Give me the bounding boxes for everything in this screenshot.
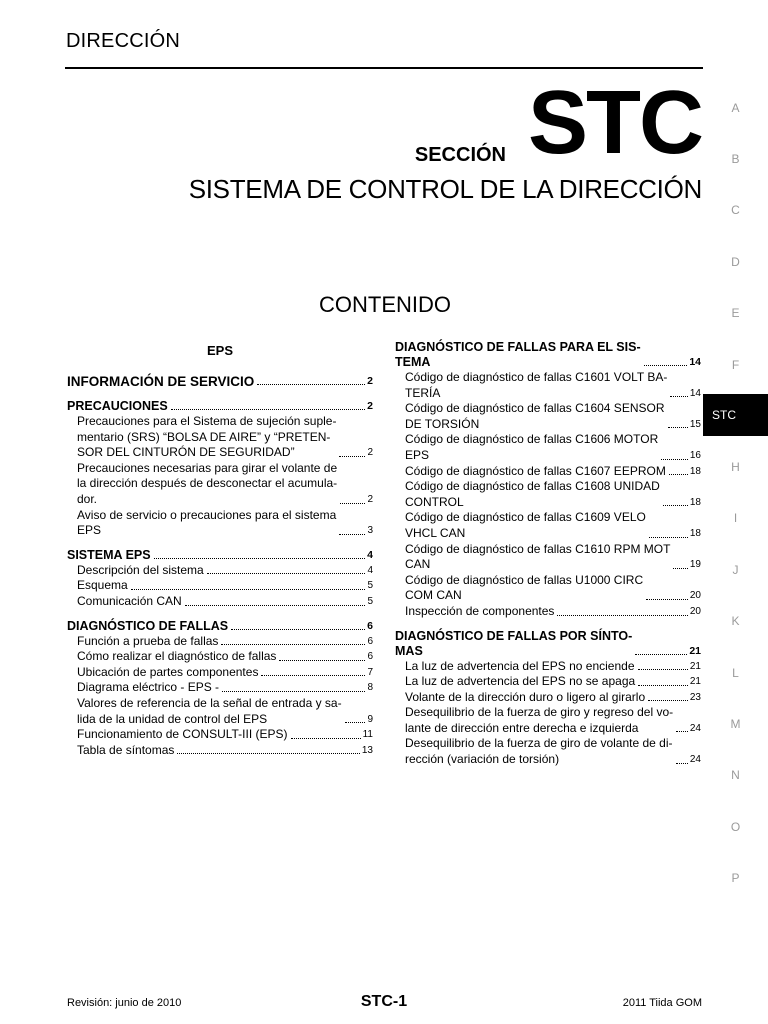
toc-page-number: 18 (689, 496, 701, 508)
toc-page-number: 11 (362, 729, 373, 741)
toc-page-number: 21 (689, 676, 701, 688)
dot-leader (340, 503, 365, 504)
toc-page-number: 2 (367, 400, 373, 412)
dot-leader (207, 573, 366, 574)
toc-section (67, 374, 373, 389)
toc-entry-title: Código de diagnóstico de fallas C1609 VELO VHCL CAN (405, 510, 646, 540)
toc-entry-title: Cómo realizar el diagnóstico de fallas (77, 649, 277, 664)
dot-leader (676, 731, 688, 732)
toc-entry[interactable] (67, 461, 373, 508)
section-tab-o[interactable]: O (730, 819, 741, 834)
dot-leader (345, 722, 366, 723)
toc-entry[interactable] (395, 674, 701, 690)
section-tab-b[interactable]: B (731, 152, 740, 167)
toc-page-number: 2 (367, 447, 373, 459)
dot-leader (261, 675, 365, 676)
toc-page-number: 23 (689, 691, 701, 703)
toc-entry-title: Comunicación CAN (77, 593, 182, 608)
dot-leader (646, 599, 688, 600)
dot-leader (222, 691, 365, 692)
contents-title: CONTENIDO (319, 292, 451, 317)
section-tab-k[interactable]: K (731, 614, 740, 629)
toc-entry[interactable] (67, 665, 373, 681)
toc-page-number: 24 (689, 754, 701, 766)
toc-entry[interactable] (67, 696, 373, 727)
dot-leader (638, 669, 688, 670)
toc-section-title: DIAGNÓSTICO DE FALLAS (67, 618, 229, 633)
toc-page-number: 19 (689, 559, 701, 571)
toc-section-heading[interactable] (67, 619, 373, 634)
section-tab-d[interactable]: D (731, 254, 740, 269)
toc-section (67, 619, 373, 759)
toc-section-heading[interactable] (67, 374, 373, 389)
toc-page-number: 21 (689, 644, 701, 657)
toc-entry[interactable] (395, 573, 701, 604)
toc-entry[interactable] (67, 743, 373, 759)
toc-page-number: 7 (367, 666, 373, 678)
dot-leader (221, 644, 365, 645)
toc-page-number: 6 (367, 635, 373, 647)
footer-model: 2011 Tiida GOM (622, 997, 702, 1009)
toc-entry[interactable] (67, 634, 373, 650)
toc-entry-title: Funcionamiento de CONSULT-III (EPS) (77, 727, 288, 742)
toc-page-number: 20 (689, 590, 701, 602)
toc-page-number: 6 (367, 619, 373, 632)
toc-entry[interactable] (395, 401, 701, 432)
dot-leader (638, 685, 688, 686)
section-tab-h[interactable]: H (731, 460, 740, 475)
section-tab-strip (703, 82, 768, 904)
dot-leader (257, 384, 365, 385)
toc-section-heading[interactable] (395, 340, 701, 370)
toc-section-title: SISTEMA EPS (67, 547, 151, 562)
toc-left-sections (67, 374, 373, 758)
toc-entry-title: Desequilibrio de la fuerza de giro de volante de di- rección (variación de torsión) (405, 736, 673, 767)
toc-entry[interactable] (67, 508, 373, 539)
toc-page-number: 2 (367, 375, 373, 387)
toc-section-title: DIAGNÓSTICO DE FALLAS PARA EL SIS- TEMA (395, 340, 641, 369)
dot-leader (649, 537, 688, 538)
toc-section (67, 548, 373, 610)
toc-entry-title: Función a prueba de fallas (77, 633, 219, 648)
toc-entry-title: Volante de la dirección duro o ligero al girarlo (405, 689, 646, 704)
toc-page-number: 3 (367, 525, 373, 537)
toc-section-title: INFORMACIÓN DE SERVICIO (67, 374, 255, 389)
toc-entry[interactable] (67, 578, 373, 594)
toc-section (395, 629, 701, 768)
toc-right-column (395, 340, 701, 777)
toc-entry[interactable] (395, 542, 701, 573)
dot-leader (644, 365, 688, 366)
dot-leader (154, 558, 366, 559)
section-code: STC (528, 73, 702, 173)
toc-section (67, 399, 373, 539)
dot-leader (661, 459, 688, 460)
toc-entry-title: Código de diagnóstico de fallas C1606 MOTOR EPS (405, 432, 659, 462)
toc-section-heading[interactable] (395, 629, 701, 659)
toc-entry[interactable] (67, 563, 373, 579)
section-tab-l[interactable]: L (732, 665, 739, 680)
dot-leader (673, 568, 687, 569)
toc-right-sections (395, 340, 701, 768)
section-tab-f[interactable]: F (731, 357, 740, 372)
toc-page-number: 16 (689, 449, 701, 461)
toc-page-number: 14 (689, 356, 701, 368)
dot-leader (648, 700, 688, 701)
toc-entry-title: Diagrama eléctrico - EPS - (77, 680, 220, 695)
dot-leader (171, 409, 365, 410)
toc-entry-title: Código de diagnóstico de fallas C1604 SENSOR DE TORSIÓN (405, 401, 665, 431)
dot-leader (668, 427, 688, 428)
toc-entry-title: Esquema (77, 578, 128, 593)
section-tab-stc[interactable]: STC (703, 394, 768, 436)
dot-leader (291, 738, 361, 739)
toc-page-number: 18 (689, 527, 701, 539)
toc-entry-title: Precauciones para el Sistema de sujeción suple- mentario (SRS) “BOLSA DE AIRE” y “PRETEN- SOR DEL CINTURÓN DE SEGURIDAD” (77, 414, 337, 460)
toc-entry-title: Código de diagnóstico de fallas C1607 EEPROM (405, 463, 666, 478)
toc-section-heading[interactable] (67, 399, 373, 414)
dot-leader (669, 474, 688, 475)
toc-entry[interactable] (67, 649, 373, 665)
toc-entry-title: Desequilibrio de la fuerza de giro y regreso del vo- lante de dirección entre derecha e izquierda (405, 705, 674, 735)
toc-entry-title: Tabla de síntomas (77, 742, 175, 757)
toc-entry[interactable] (67, 594, 373, 610)
section-tab-a[interactable]: A (731, 100, 740, 115)
toc-section-heading[interactable] (67, 548, 373, 563)
toc-entry-title: Valores de referencia de la señal de entrada y sa- lida de la unidad de control del EPS (77, 695, 342, 726)
toc-page-number: 8 (367, 682, 373, 694)
toc-page-number: 18 (689, 465, 701, 477)
toc-entry-title: Código de diagnóstico de fallas C1608 UNIDAD CONTROL (405, 479, 660, 509)
toc-page-number: 6 (367, 651, 373, 663)
section-tab-c[interactable]: C (731, 203, 740, 218)
toc-page-number: 4 (367, 564, 373, 576)
dot-leader (185, 605, 366, 606)
toc-entry-title: Descripción del sistema (77, 562, 204, 577)
toc-page-number: 15 (689, 418, 701, 430)
section-tab-n[interactable]: N (731, 768, 740, 783)
toc-entry-title: La luz de advertencia del EPS no se apaga (405, 674, 636, 689)
header-rule (65, 67, 703, 69)
section-tab-e[interactable]: E (731, 306, 740, 321)
section-tab-p[interactable]: P (731, 871, 740, 886)
dot-leader (670, 396, 687, 397)
dot-leader (635, 654, 687, 655)
toc-page-number: 9 (367, 713, 373, 725)
toc-section-title: DIAGNÓSTICO DE FALLAS POR SÍNTO- MAS (395, 628, 633, 658)
toc-entry-title: Código de diagnóstico de fallas U1000 CIRC COM CAN (405, 572, 644, 603)
toc-left-column (67, 340, 373, 767)
toc-entry-title: La luz de advertencia del EPS no enciende (405, 658, 635, 673)
dot-leader (279, 660, 365, 661)
dot-leader (231, 629, 365, 630)
toc-entry-title: Código de diagnóstico de fallas C1610 RPM MOT CAN (405, 541, 671, 572)
toc-page-number: 20 (689, 605, 701, 617)
toc-entry[interactable] (395, 690, 701, 706)
toc-page-number: 4 (367, 548, 373, 561)
toc-entry[interactable] (395, 464, 701, 480)
section-tab-j[interactable]: J (732, 562, 739, 577)
toc-entry[interactable] (395, 510, 701, 541)
toc-entry[interactable] (395, 659, 701, 675)
dot-leader (557, 615, 687, 616)
toc-entry-title: Precauciones necesarias para girar el volante de la dirección después de desconectar el acumula- dor. (77, 460, 338, 506)
section-tab-i[interactable]: I (733, 511, 738, 526)
toc-entry[interactable] (395, 432, 701, 463)
dot-leader (339, 456, 365, 457)
toc-entry[interactable] (67, 680, 373, 696)
toc-page-number: 14 (689, 387, 701, 399)
footer-page-number: STC-1 (360, 993, 408, 1010)
toc-page-number: 13 (361, 744, 373, 756)
toc-entry-title: Código de diagnóstico de fallas C1601 VOLT BA- TERÍA (405, 370, 668, 400)
header-title: DIRECCIÓN (66, 30, 181, 52)
toc-section-title: PRECAUCIONES (67, 399, 168, 413)
toc-entry[interactable] (395, 604, 701, 620)
toc-page-number: 2 (367, 493, 373, 505)
toc-entry[interactable] (395, 370, 701, 401)
toc-entry[interactable] (395, 736, 701, 767)
toc-page-number: 5 (367, 595, 373, 607)
toc-entry-title: Inspección de componentes (405, 603, 555, 618)
dot-leader (663, 505, 688, 506)
toc-entry-title: Aviso de servicio o precauciones para el sistema EPS (77, 507, 337, 538)
toc-entry-title: Ubicación de partes componentes (77, 664, 259, 679)
dot-leader (177, 753, 359, 754)
toc-page-number: 24 (689, 722, 701, 734)
dot-leader (339, 534, 365, 535)
toc-entry[interactable] (395, 479, 701, 510)
footer-revision: Revisión: junio de 2010 (67, 997, 182, 1009)
toc-page-number: 5 (367, 580, 373, 592)
toc-section (395, 340, 701, 620)
section-name: SISTEMA DE CONTROL DE LA DIRECCIÓN (188, 174, 702, 204)
dot-leader (676, 763, 688, 764)
toc-page-number: 21 (689, 660, 701, 672)
toc-group-title: EPS (206, 343, 233, 358)
dot-leader (131, 589, 366, 590)
toc-entry[interactable] (67, 414, 373, 461)
section-tab-m[interactable]: M (730, 716, 741, 731)
toc-entry[interactable] (395, 705, 701, 736)
toc-entry[interactable] (67, 727, 373, 743)
section-label: SECCIÓN (414, 144, 506, 166)
